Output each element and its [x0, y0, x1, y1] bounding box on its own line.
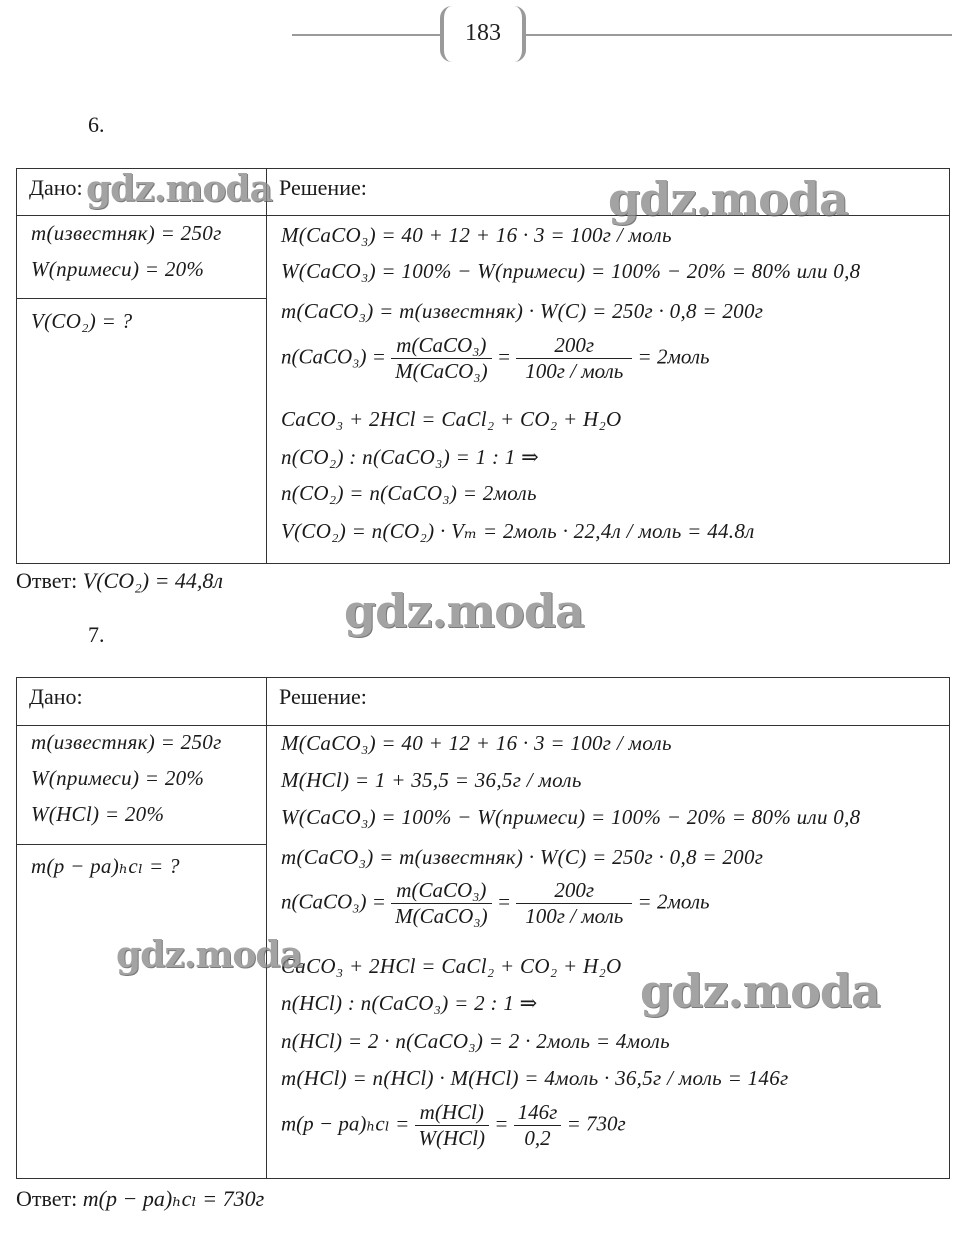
- fraction: [516, 878, 632, 929]
- fraction-denominator: 100г / моль: [525, 904, 624, 928]
- frac-lhs: m(р − ра)ₕcₗ =: [281, 1111, 410, 1136]
- task7-given-line: W(HCl) = 20%: [31, 802, 165, 826]
- task6-given-label: Дано:: [29, 175, 83, 200]
- task6-solution-line: CaCO₃ + 2HCl = CaCl₂ + CO₂ + H₂O: [281, 407, 622, 431]
- frac-rhs: = 730г: [566, 1111, 626, 1136]
- fraction: [391, 333, 491, 384]
- watermark: gdz.moda: [640, 964, 880, 1018]
- watermark: gdz.moda: [86, 168, 272, 210]
- fraction-numerator: 200г: [516, 333, 632, 359]
- task6-solution-line: M(CaCO₃) = 40 + 12 + 16 · 3 = 100г / моль: [281, 223, 672, 247]
- fraction: [516, 333, 632, 384]
- header-rule-right: [526, 34, 952, 36]
- task7-find: m(р − ра)ₕcₗ = ?: [31, 854, 180, 878]
- task6-answer: [16, 568, 223, 594]
- fraction-denominator: M(CaCO₃): [395, 904, 488, 928]
- task6-table: [16, 168, 950, 564]
- header-rule-left: [292, 34, 440, 36]
- page-number-frame: [440, 6, 526, 62]
- task6-number: 6.: [88, 112, 105, 137]
- task7-result-fraction: [281, 1100, 626, 1151]
- frac-equals: =: [494, 1111, 509, 1136]
- task7-solution-label: Решение:: [279, 684, 367, 709]
- task7-given-line: m(известняк) = 250г: [31, 730, 222, 754]
- frac-equals: =: [496, 344, 512, 369]
- task6-fraction-equation: [281, 333, 710, 384]
- task6-solution-line: n(CO₂) = n(CaCO₃) = 2моль: [281, 481, 537, 505]
- task7-fraction-equation: [281, 878, 710, 929]
- watermark: gdz.moda: [608, 172, 848, 226]
- task6-solution-line: m(CaCO₃) = m(известняк) · W(C) = 250г · 0,8 = 200г: [281, 299, 764, 323]
- task7-solution-line: M(HCl) = 1 + 35,5 = 36,5г / моль: [281, 768, 582, 792]
- fraction-denominator: W(HCl): [418, 1126, 485, 1150]
- frac-equals: =: [496, 889, 512, 914]
- fraction-numerator: 200г: [516, 878, 632, 904]
- task6-solution-line: V(CO₂) = n(CO₂) · Vₘ = 2моль · 22,4л / моль = 44.8л: [281, 519, 755, 543]
- task7-find-divider: [17, 844, 266, 845]
- answer-label: Ответ:: [16, 1186, 78, 1211]
- task6-solution-line: W(CaCO₃) = 100% − W(примеси) = 100% − 20% = 80% или 0,8: [281, 259, 861, 283]
- task7-solution-line: n(HCl) = 2 · n(CaCO₃) = 2 · 2моль = 4моль: [281, 1029, 670, 1053]
- fraction-numerator: m(CaCO₃): [391, 333, 491, 359]
- task7-given-label: Дано:: [29, 684, 83, 709]
- task6-solution-line: n(CO₂) : n(CaCO₃) = 1 : 1 ⇒: [281, 445, 540, 469]
- fraction-denominator: 0,2: [524, 1126, 551, 1150]
- fraction: [415, 1100, 490, 1151]
- task6-find-divider: [17, 298, 266, 299]
- task7-column-divider: [266, 678, 267, 1178]
- task6-find: V(CO₂) = ?: [31, 309, 133, 333]
- fraction-numerator: m(HCl): [415, 1100, 490, 1126]
- frac-lhs: n(CaCO₃) =: [281, 344, 386, 369]
- fraction: [514, 1100, 562, 1151]
- watermark: gdz.moda: [344, 584, 584, 638]
- task6-column-divider: [266, 169, 267, 563]
- task7-given-line: W(примеси) = 20%: [31, 766, 205, 790]
- task7-solution-line: n(HCl) : n(CaCO₃) = 2 : 1 ⇒: [281, 991, 538, 1015]
- fraction-numerator: m(CaCO₃): [391, 878, 491, 904]
- task6-solution-label: Решение:: [279, 175, 367, 200]
- frac-rhs: = 2моль: [637, 344, 710, 369]
- answer-label: Ответ:: [16, 568, 78, 593]
- answer-value: V(CO₂) = 44,8л: [82, 568, 224, 593]
- task7-solution-line: CaCO₃ + 2HCl = CaCl₂ + CO₂ + H₂O: [281, 954, 622, 978]
- task7-solution-line: W(CaCO₃) = 100% − W(примеси) = 100% − 20% = 80% или 0,8: [281, 805, 861, 829]
- task6-given-line: W(примеси) = 20%: [31, 257, 205, 281]
- page-number: 183: [465, 20, 501, 46]
- fraction-denominator: M(CaCO₃): [395, 359, 488, 383]
- task7-table: [16, 677, 950, 1179]
- task7-solution-line: M(CaCO₃) = 40 + 12 + 16 · 3 = 100г / моль: [281, 731, 672, 755]
- frac-rhs: = 2моль: [637, 889, 710, 914]
- fraction: [391, 878, 491, 929]
- fraction-numerator: 146г: [514, 1100, 562, 1126]
- watermark: gdz.moda: [116, 934, 302, 976]
- task7-answer: [16, 1186, 264, 1212]
- answer-value: m(р − ра)ₕcₗ = 730г: [82, 1186, 265, 1211]
- frac-lhs: n(CaCO₃) =: [281, 889, 386, 914]
- task7-solution-line: m(HCl) = n(HCl) · M(HCl) = 4моль · 36,5г / моль = 146г: [281, 1066, 789, 1090]
- task6-given-line: m(известняк) = 250г: [31, 221, 222, 245]
- task7-solution-line: m(CaCO₃) = m(известняк) · W(C) = 250г · 0,8 = 200г: [281, 845, 764, 869]
- task7-number: 7.: [88, 622, 105, 647]
- fraction-denominator: 100г / моль: [525, 359, 624, 383]
- task7-header-divider: [17, 725, 949, 726]
